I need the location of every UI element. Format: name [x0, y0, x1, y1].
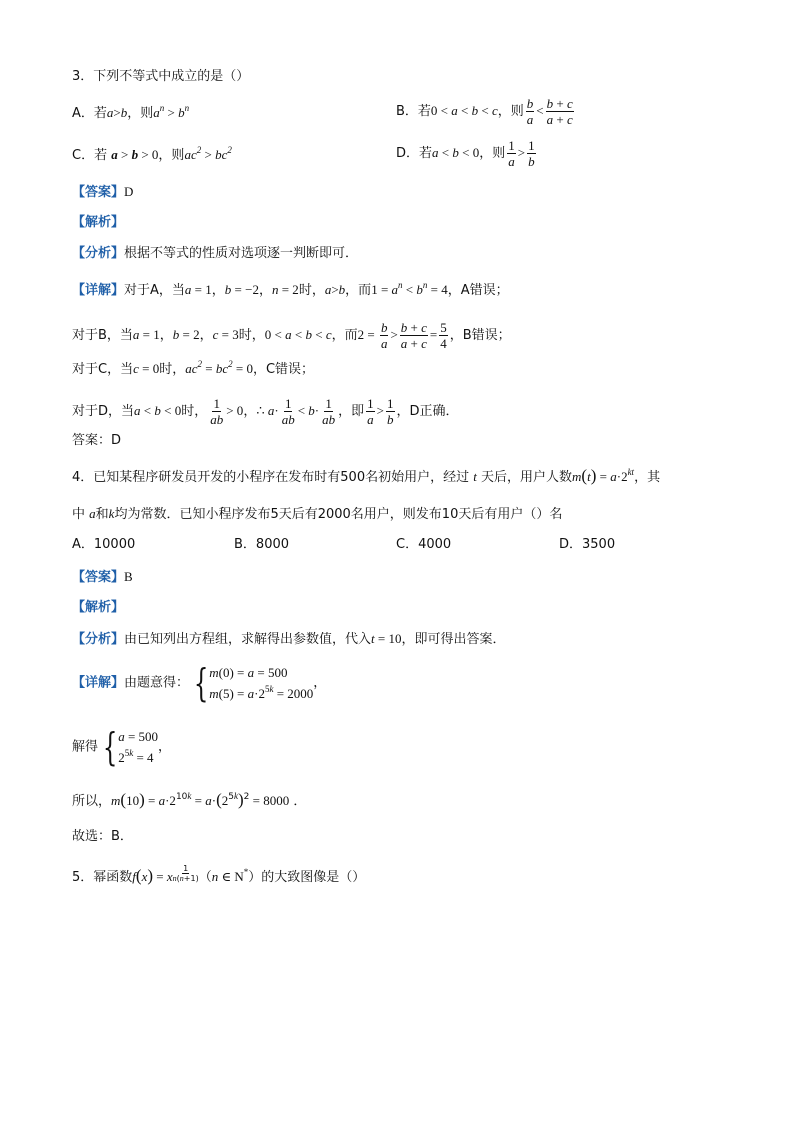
q4-answer: 【答案】B — [72, 569, 133, 585]
q4-stem-line1: 4．已知某程序研发员开发的小程序在发布时有500名初始用户，经过 t 天后，用户人数$m(t) = a\cdot 2^{kt}$，其 — [72, 466, 661, 485]
q4-option-a: A．10000 — [72, 537, 136, 552]
q3-fenxi: 【分析】根据不等式的性质对选项逐一判断即可． — [72, 246, 359, 261]
q4-final-choice: 故选：B． — [72, 829, 133, 844]
q3-option-c: C．若 a > b > 0，则$ac^2 > bc^2$ — [72, 145, 232, 163]
q3-detail-a: 【详解】对于A，当a = 1，b = −2，n = 2时，a>b，而$1 = a^n < b^n = 4$，A错误； — [72, 280, 509, 298]
q4-stem-line2: 中 a和k均为常数．已知小程序发布5天后有2000名用户，则发布10天后有用户（）名 — [72, 506, 563, 522]
q3-stem: 3．下列不等式中成立的是（） — [72, 69, 250, 84]
q4-option-b: B．8000 — [234, 537, 290, 552]
q4-option-c: C．4000 — [396, 537, 452, 552]
q3-final-answer: 答案：D — [72, 433, 122, 448]
q4-analysis-tag: 【解析】 — [72, 600, 125, 615]
q3-answer: 【答案】D — [72, 184, 134, 200]
q3-option-d: D．若a < b < 0，则 $\frac{1}{a}$ > $\frac{1}{b}$ — [396, 138, 535, 169]
q3-detail-d: 对于D，当a < b < 0时， $\frac{1}{ab}$ > 0，∴ a· $\frac{1}{ab}$ < b· $\frac{1}{ab}$ ，即 $\frac{1}{a}$ > $\frac{1}{b}$ ，D正确． — [72, 396, 459, 427]
q4-solve: 解得 { a = 500 $2^{5k} = 4$ ， — [72, 725, 172, 769]
q3-analysis-tag: 【解析】 — [72, 215, 125, 230]
q3-option-a: A．若a>b，则$a^n > b^n$ — [72, 103, 190, 121]
q4-result: 所以，$m(10) = a\cdot 2^{10k} = a\cdot(2^{5k})^2 = 8000$ ． — [72, 790, 307, 809]
q4-detail-system: 【详解】由题意得： { m(0) = a = 500 $m(5) = a\cdot 2^{5k} = 2000$ ， — [72, 661, 327, 705]
q3-detail-b: 对于B，当a = 1，b = 2，c = 3时，0 < a < b < c，而2 = $\frac{b}{a}$ > $\frac{b + c}{a + c}$ = $\frac{5}{4}$ ，B错误； — [72, 320, 511, 351]
q5-stem: 5．幂函数f(x) = x $^{\frac{1}{n(n+1)}}$ （n ∈ N*）的大致图像是（） — [72, 864, 366, 885]
q3-detail-c: 对于C，当c = 0时，$ac^2 = bc^2 = 0$，C错误； — [72, 359, 315, 377]
q4-fenxi: 【分析】由已知列出方程组，求解得出参数值，代入t = 10，即可得出答案． — [72, 631, 506, 647]
q4-option-d: D．3500 — [559, 537, 616, 552]
q3-option-b: B．若0 < a < b < c，则 $\frac{b}{a}$ < $\frac{b + c}{a + c}$ — [396, 96, 573, 127]
